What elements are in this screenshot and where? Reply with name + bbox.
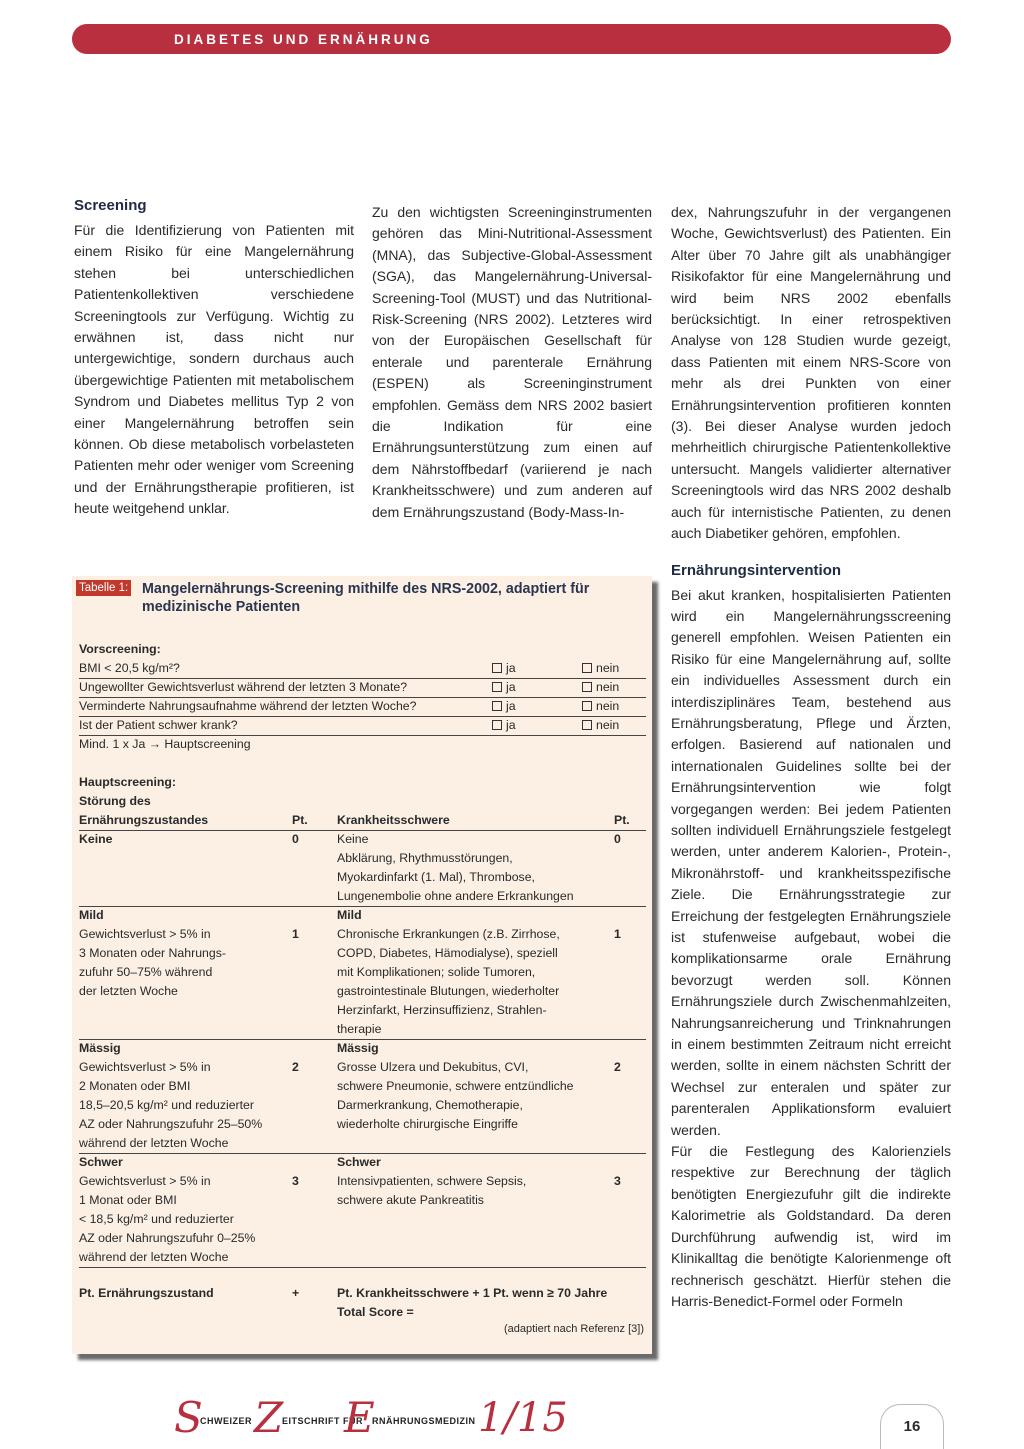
checkbox-label: ja xyxy=(506,699,516,713)
checkbox-icon xyxy=(582,663,592,673)
pre-rule: Mind. 1 x Ja → Hauptscreening xyxy=(79,737,251,751)
cell: 2 xyxy=(614,1060,621,1074)
table-row xyxy=(79,659,646,679)
pre-question: BMI < 20,5 kg/m²? xyxy=(79,661,180,675)
paragraph: Bei akut kranken, hospitalisierten Patienten wird ein Mangelernährungsscreening generell empfohlen. Weisen Patienten ein Risiko für eine Mangelernährung auf, sollte ein individuelles Assessment durch ein interdisziplinäres Team, bestehend aus Ernährungsberatung, Pflege und Ärzten, erfolgen. Basierend auf nationalen und internationalen Guidelines sollte bei der Ernährungsintervention wie folgt vorgegangen werden: Bei jedem Patienten sollten individuell Ernährungsziele festgelegt werden, unter anderem Kalorien-, Protein-, Mikronährstoff- und krankheitsspezifische Ziele. Die Ernährungsstrategie zur Erreichung der festgelegten Ernährungsziele ist stufenweise aufgebaut, wobei die komplikationsarme orale Ernährung bevorzugt werden soll. Können Ernährungsziele durch Zwischenmahlzeiten, Nahrungsanreicherung und Trinknahrungen in einem bestimmten Zeitraum nicht erreicht werden, sollte in einem nächsten Schritt der Wechsel zur enteralen und später zur parenteralen Applikationsform evaluiert werden. xyxy=(671,586,951,1138)
pre-question: Ungewollter Gewichtsverlust während der letzten 3 Monate? xyxy=(79,680,408,694)
cell: der letzten Woche xyxy=(79,984,178,998)
table-row xyxy=(79,1153,646,1172)
logo-word: EITSCHRIFT FÜR xyxy=(282,1416,363,1426)
cell: Total Score = xyxy=(337,1305,414,1319)
checkbox-ja[interactable] xyxy=(492,697,516,716)
cell: zufuhr 50–75% während xyxy=(79,965,213,979)
table-row xyxy=(79,849,646,868)
cell: 2 xyxy=(292,1060,299,1074)
cell: gastrointestinale Blutungen, wiederholter xyxy=(337,984,560,998)
cell: therapie xyxy=(337,1022,382,1036)
logo-word: CHWEIZER xyxy=(200,1416,252,1426)
pre-question: Ist der Patient schwer krank? xyxy=(79,718,238,732)
cell: Mässig xyxy=(79,1041,121,1055)
table-row xyxy=(79,1001,646,1020)
table-reference: (adaptiert nach Referenz [3]) xyxy=(503,1323,644,1335)
cell: COPD, Diabetes, Hämodialyse), speziell xyxy=(337,946,558,960)
checkbox-label: ja xyxy=(506,661,516,675)
cell: Mässig xyxy=(337,1041,379,1055)
table-row xyxy=(79,830,646,849)
cell: 0 xyxy=(292,832,299,846)
paragraph: dex, Nahrungszufuhr in der vergangenen Woche, Gewichtsverlust) des Patienten. Ein Alter über 70 Jahre gilt als unabhängiger Risikofaktor für eine Mangelernährung und wird beim NRS 2002 ebenfalls berücksichtigt. In einer retrospektiven Analyse von 128 Studien wurde gezeigt, dass Patienten mit einem NRS-Score von mehr als drei Punkten von einer Ernährungsintervention profitieren konnten (3). Bei dieser Analyse wurden jedoch mehrheitlich chirurgische Patientenkollektive untersucht. Mangels validierter alternativer Screeningtools wird das NRS 2002 deshalb auch für internistische Patienten, zu denen auch Diabetiker gehören, empfohlen. xyxy=(671,204,951,542)
column-3 xyxy=(671,202,951,1312)
logo-word: RNÄHRUNGSMEDIZIN xyxy=(372,1416,476,1426)
cell: Schwer xyxy=(337,1155,381,1169)
cell: schwere akute Pankreatitis xyxy=(337,1193,484,1207)
table-row xyxy=(79,887,646,907)
cell: Mild xyxy=(79,908,104,922)
issue-number: 1/15 xyxy=(478,1395,568,1441)
page-number: 16 xyxy=(880,1404,944,1449)
logo-letter: S xyxy=(174,1393,203,1442)
table-row xyxy=(79,792,646,811)
cell: Abklärung, Rhythmusstörungen, xyxy=(337,851,513,865)
cell: Myokardinfarkt (1. Mal), Thrombose, xyxy=(337,870,535,884)
column-header: Pt. xyxy=(292,813,308,827)
cell: 1 Monat oder BMI xyxy=(79,1193,177,1207)
column-header: Störung des xyxy=(79,794,151,808)
cell: mit Komplikationen; solide Tumoren, xyxy=(337,965,536,979)
checkbox-icon xyxy=(492,682,502,692)
checkbox-icon xyxy=(492,663,502,673)
checkbox-label: nein xyxy=(596,718,620,732)
section-heading-screening: Screening xyxy=(74,197,147,214)
cell: 1 xyxy=(614,927,621,941)
banner-title: DIABETES UND ERNÄHRUNG xyxy=(174,32,433,47)
table-row xyxy=(79,1191,646,1210)
cell: Mild xyxy=(337,908,362,922)
table-row xyxy=(79,925,646,944)
checkbox-icon xyxy=(492,701,502,711)
table-row xyxy=(79,906,646,925)
cell: Gewichtsverlust > 5% in xyxy=(79,1060,211,1074)
cell: Darmerkrankung, Chemotherapie, xyxy=(337,1098,523,1112)
cell: Keine xyxy=(337,832,369,846)
logo-letter: Z xyxy=(254,1393,284,1442)
cell: Intensivpatienten, schwere Sepsis, xyxy=(337,1174,527,1188)
cell: Pt. Ernährungszustand xyxy=(79,1286,214,1300)
cell: + xyxy=(292,1286,300,1300)
section-banner xyxy=(72,24,951,54)
table-total-row xyxy=(79,1303,646,1322)
cell: 0 xyxy=(614,832,621,846)
cell: < 18,5 kg/m² und reduzierter xyxy=(79,1212,234,1226)
cell: 3 xyxy=(614,1174,621,1188)
table-sum-row xyxy=(79,1284,646,1303)
table-title: Mangelernährungs-Screening mithilfe des NRS-2002, adaptiert für medizinische Patienten xyxy=(142,581,590,615)
table-row xyxy=(79,1058,646,1077)
table-number: Tabelle 1: xyxy=(76,580,131,596)
cell: 1 xyxy=(292,927,299,941)
table-row xyxy=(79,1039,646,1058)
cell: während der letzten Woche xyxy=(79,1136,229,1150)
cell: 3 xyxy=(292,1174,299,1188)
table-row xyxy=(79,1248,646,1268)
table-row xyxy=(79,1096,646,1115)
main-heading: Hauptscreening: xyxy=(79,775,177,789)
cell: AZ oder Nahrungszufuhr 0–25% xyxy=(79,1231,256,1245)
table-row xyxy=(79,678,646,698)
table-row xyxy=(79,1210,646,1229)
table-row xyxy=(79,716,646,736)
checkbox-nein[interactable] xyxy=(582,716,619,735)
checkbox-nein[interactable] xyxy=(582,697,619,716)
cell: Schwer xyxy=(79,1155,123,1169)
checkbox-icon xyxy=(582,701,592,711)
table-row xyxy=(79,1020,646,1040)
section-heading-intervention: Ernährungsintervention xyxy=(671,561,842,579)
pre-question: Verminderte Nahrungsaufnahme während der letzten Woche? xyxy=(79,699,417,713)
column-2 xyxy=(372,202,652,523)
cell: AZ oder Nahrungszufuhr 25–50% xyxy=(79,1117,263,1131)
table-row xyxy=(79,1077,646,1096)
column-header: Krankheitsschwere xyxy=(337,813,450,827)
table-row xyxy=(79,1134,646,1154)
column-header: Ernährungszustandes xyxy=(79,813,209,827)
cell: Pt. Krankheitsschwere + 1 Pt. wenn ≥ 70 Jahre xyxy=(337,1286,608,1300)
table-row xyxy=(79,982,646,1001)
cell: 3 Monaten oder Nahrungs- xyxy=(79,946,226,960)
table-header-row xyxy=(79,811,646,831)
cell: 18,5–20,5 kg/m² und reduzierter xyxy=(79,1098,254,1112)
checkbox-icon xyxy=(492,720,502,730)
logo-letter: E xyxy=(344,1393,375,1442)
table-row xyxy=(79,697,646,717)
table-row xyxy=(79,963,646,982)
table-row xyxy=(79,868,646,887)
cell: Gewichtsverlust > 5% in xyxy=(79,1174,211,1188)
checkbox-label: nein xyxy=(596,699,620,713)
column-1 xyxy=(74,196,354,520)
checkbox-label: ja xyxy=(506,680,516,694)
checkbox-ja[interactable] xyxy=(492,716,516,735)
checkbox-label: ja xyxy=(506,718,516,732)
paragraph: Für die Festlegung des Kalorienziels respektive zur Berechnung der täglich benötigten Energiezufuhr gilt die indirekte Kalorimetrie als Goldstandard. Da deren Durchführung aufwendig ist, wird im Klinikalltag die benötigte Kalorienmenge oft rechnerisch geschätzt. Hierfür stehen die Harris-Benedict-Formel oder Formeln xyxy=(671,1143,951,1309)
checkbox-label: nein xyxy=(596,680,620,694)
cell: Lungenembolie ohne andere Erkrankungen xyxy=(337,889,574,903)
cell: Gewichtsverlust > 5% in xyxy=(79,927,211,941)
column-header: Pt. xyxy=(614,813,630,827)
checkbox-nein[interactable] xyxy=(582,678,619,697)
cell: während der letzten Woche xyxy=(79,1250,229,1264)
table-row xyxy=(79,1172,646,1191)
checkbox-icon xyxy=(582,682,592,692)
cell: Chronische Erkrankungen (z.B. Zirrhose, xyxy=(337,927,560,941)
cell: wiederholte chirurgische Eingriffe xyxy=(337,1117,518,1131)
table-row xyxy=(79,1115,646,1134)
checkbox-nein[interactable] xyxy=(582,659,619,678)
cell: schwere Pneumonie, schwere entzündliche xyxy=(337,1079,574,1093)
checkbox-ja[interactable] xyxy=(492,678,516,697)
pre-heading: Vorscreening: xyxy=(79,642,161,656)
paragraph: Für die Identifizierung von Patienten mit einem Risiko für eine Mangelernährung stehen bei unterschiedlichen Patientenkollektiven verschiedene Screeningtools zur Verfügung. Wichtig zu erwähnen ist, dass nicht nur untergewichtige, sondern durchaus auch übergewichtige Patienten mit metabolischem Syndrom und Diabetes mellitus Typ 2 von einer Mangelernährung betroffen sein können. Ob diese metabolisch vorbelasteten Patienten mehr oder weniger vom Screening und der Ernährungstherapie profitieren, ist heute weitgehend unklar. xyxy=(74,222,354,517)
table-row xyxy=(79,1229,646,1248)
checkbox-label: nein xyxy=(596,661,620,675)
nrs-table xyxy=(72,576,652,1354)
table-row xyxy=(79,640,646,659)
cell: Herzinfarkt, Herzinsuffizienz, Strahlen- xyxy=(337,1003,547,1017)
checkbox-ja[interactable] xyxy=(492,659,516,678)
table-row xyxy=(79,773,646,792)
table-row xyxy=(79,735,646,754)
cell: Keine xyxy=(79,832,113,846)
checkbox-icon xyxy=(582,720,592,730)
table-row xyxy=(79,944,646,963)
paragraph: Zu den wichtigsten Screeninginstrumenten gehören das Mini-Nutritional-Assessment (MNA), das Subjective-Global-Assessment (SGA), das Mangelernährung-Universal-Screening-Tool (MUST) und das Nutritional-Risk-Screening (NRS 2002). Letzteres wird von der Europäischen Gesellschaft für enterale und parenterale Ernährung (ESPEN) als Screeninginstrument empfohlen. Gemäss dem NRS 2002 basiert die Indikation für eine Ernährungsunterstützung zum einen auf dem Nährstoffbedarf (variierend je nach Krankheitsschwere) und zum anderen auf dem Ernährungszustand (Body-Mass-In- xyxy=(372,204,652,520)
cell: Grosse Ulzera und Dekubitus, CVI, xyxy=(337,1060,529,1074)
cell: 2 Monaten oder BMI xyxy=(79,1079,191,1093)
